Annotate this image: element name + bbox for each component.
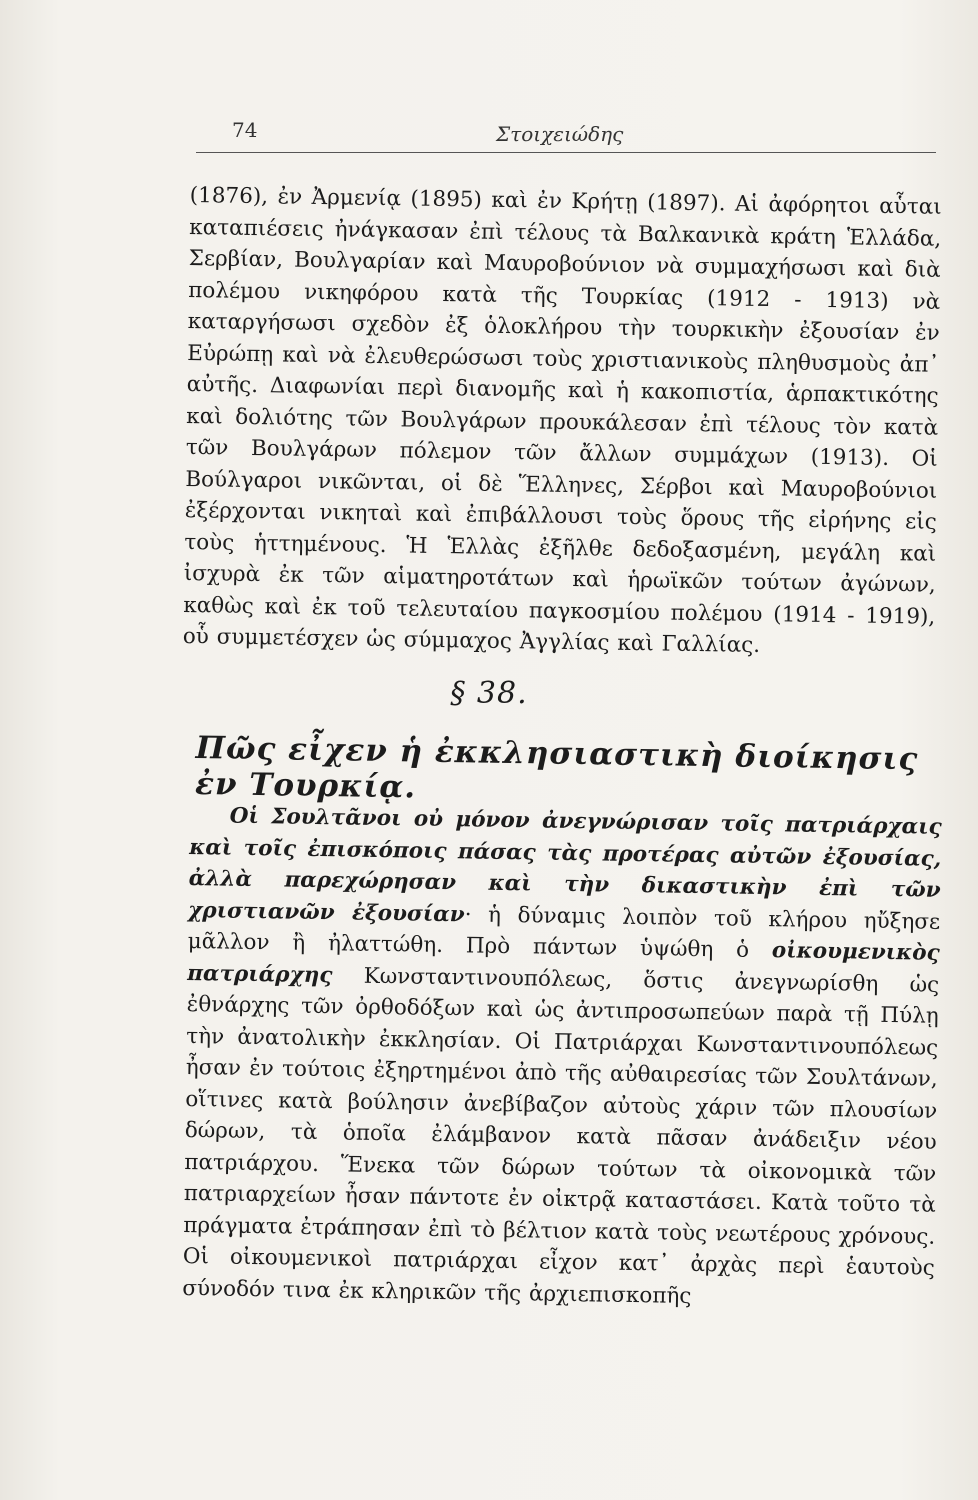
paragraph-2-text-a: · ἡ δύναμις λοιπὸν τοῦ κλήρου ηὔξησε μᾶλλον ἢ ἠλαττώθη. Πρὸ πάντων ὑψώθη ὁ bbox=[187, 901, 941, 963]
page-number: 74 bbox=[232, 118, 258, 142]
paragraph-2 bbox=[182, 800, 942, 1316]
running-title: Στοιχειώδης bbox=[496, 122, 624, 146]
section-number: § 38. bbox=[450, 676, 528, 711]
paragraph-2-bold-term: οἰκουμενικὸς πατριάρχης bbox=[187, 938, 940, 988]
paragraph-2-text-b: Κωνσταντινουπόλεως, ὅστις ἀνεγνωρίσθη ὡς ἐθνάρχης τῶν ὀρθοδόξων καὶ ὡς ἀντιπροσωπεύων παρὰ τῇ Πύλῃ τὴν ἀνατολικὴν ἐκκλησίαν. Οἱ Πατριάρχαι Κωνσταντινουπόλεως ἦσαν ἐν τούτοις ἐξηρτημένοι ἀπὸ τῆς αὐθαιρεσίας τῶν Σουλτάνων, οἵτινες κατὰ βούλησιν ἀνεβίβαζον αὐτοὺς χάριν τῶν πλουσίων δώρων, τὰ ὁποῖα ἐλάμβανον κατὰ πᾶσαν ἀνάδειξιν νέου πατριάρχου. Ἕνεκα τῶν δώρων τούτων τὰ οἰκονομικὰ τῶν πατριαρχείων ἦσαν πάντοτε ἐν οἰκτρᾷ καταστάσει. Κατὰ τοῦτο τὰ πράγματα ἐτράπησαν ἐπὶ τὸ βέλτιον κατὰ τοὺς νεωτέρους χρόνους. Οἱ οἰκουμενικοὶ πατριάρχαι εἶχον κατ᾿ ἀρχὰς περὶ ἑαυτοὺς σύνοδόν τινα ἐκ κληρικῶν τῆς ἀρχιεπισκοπῆς bbox=[182, 963, 940, 1309]
header-rule bbox=[196, 152, 936, 153]
section-title: Πῶς εἶχεν ἡ ἐκκλησιαστικὴ διοίκησις ἐν Τουρκίᾳ. bbox=[194, 730, 919, 806]
paragraph-2-bold-intro: Οἱ Σουλτᾶνοι οὐ μόνον ἀνεγνώρισαν τοῖς πατριάρχαις καὶ τοῖς ἐπισκόποις πάσας τὰς προτέρας αὐτῶν ἐξουσίας, ἀλλὰ παρεχώρησαν καὶ τὴν δικαστικὴν ἐπὶ τῶν χριστιανῶν ἐξουσίαν bbox=[188, 803, 942, 927]
paragraph-1: (1876), ἐν Ἀρμενίᾳ (1895) καὶ ἐν Κρήτῃ (1897). Αἱ ἀφόρητοι αὗται καταπιέσεις ἠνάγκασαν ἐπὶ τέλους τὰ Βαλκανικὰ κράτη Ἑλλάδα, Σερβίαν, Βουλγαρίαν καὶ Μαυροβούνιον νὰ συμμαχήσωσι καὶ διὰ πολέμου νικηφόρου κατὰ τῆς Τουρκίας (1912 - 1913) νὰ καταργήσωσι σχεδὸν ἐξ ὁλοκλήρου τὴν τουρκικὴν ἐξουσίαν ἐν Εὐρώπῃ καὶ νὰ ἐλευθερώσωσι τοὺς χριστιανικοὺς πληθυσμοὺς ἀπ᾿ αὐτῆς. Διαφωνίαι περὶ διανομῆς καὶ ἡ κακοπιστία, ἁρπακτικότης καὶ δολιότης τῶν Βουλγάρων προυκάλεσαν ἐπὶ τέλους τὸν κατὰ τῶν Βουλγάρων πόλεμον τῶν ἄλλων συμμάχων (1913). Οἱ Βούλγαροι νικῶνται, οἱ δὲ Ἕλληνες, Σέρβοι καὶ Μαυροβούνιοι ἐξέρχονται νικηταὶ καὶ ἐπιβάλλουσι τοὺς ὅρους τῆς εἰρήνης εἰς τοὺς ἡττημένους. Ἡ Ἑλλὰς ἐξῆλθε δεδοξασμένη, μεγάλη καὶ ἰσχυρὰ ἐκ τῶν αἱματηροτάτων καὶ ἡρωϊκῶν τούτων ἀγώνων, καθὼς καὶ ἐκ τοῦ τελευταίου παγκοσμίου πολέμου (1914 - 1919), οὗ συμμετέσχεν ὡς σύμμαχος Ἀγγλίας καὶ Γαλλίας. bbox=[182, 182, 942, 659]
page-header bbox=[196, 118, 936, 152]
